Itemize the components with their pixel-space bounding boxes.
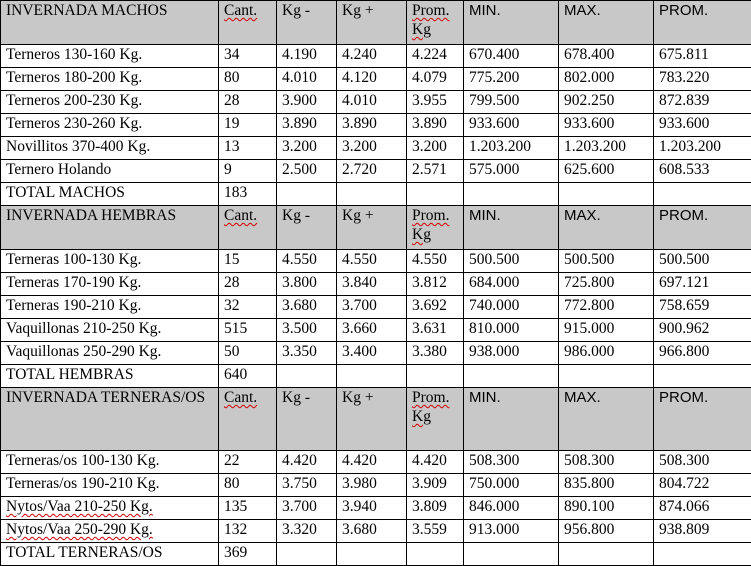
row-min: 799.500 bbox=[464, 91, 559, 114]
total-value: 369 bbox=[219, 543, 277, 566]
row-kg-min: 3.890 bbox=[277, 114, 337, 137]
row-category: Terneros 130-160 Kg. bbox=[1, 45, 219, 68]
row-max: 508.300 bbox=[559, 451, 654, 474]
row-max: 802.000 bbox=[559, 68, 654, 91]
row-kg-min: 3.500 bbox=[277, 319, 337, 342]
row-category: Vaquillonas 250-290 Kg. bbox=[1, 342, 219, 365]
row-category: Vaquillonas 210-250 Kg. bbox=[1, 319, 219, 342]
table-row bbox=[1, 160, 751, 183]
row-min: 670.400 bbox=[464, 45, 559, 68]
row-prom: 966.800 bbox=[654, 342, 751, 365]
row-kg-max: 3.940 bbox=[337, 497, 407, 520]
row-min: 508.300 bbox=[464, 451, 559, 474]
col-header-prom: PROM. bbox=[654, 206, 751, 250]
row-max: 915.000 bbox=[559, 319, 654, 342]
row-category: Nytos/Vaa 210-250 Kg. bbox=[6, 498, 153, 515]
section-title: INVERNADA TERNERAS/OS bbox=[1, 388, 219, 451]
row-kg-max: 3.840 bbox=[337, 273, 407, 296]
row-kg-min: 2.500 bbox=[277, 160, 337, 183]
row-max: 986.000 bbox=[559, 342, 654, 365]
row-prom: 758.659 bbox=[654, 296, 751, 319]
row-category: Ternero Holando bbox=[1, 160, 219, 183]
row-kg-max: 3.660 bbox=[337, 319, 407, 342]
row-prom-kg: 3.380 bbox=[407, 342, 464, 365]
section-title: INVERNADA MACHOS bbox=[1, 1, 219, 45]
table-row bbox=[1, 296, 751, 319]
col-header-max: MAX. bbox=[559, 1, 654, 45]
row-min: 775.200 bbox=[464, 68, 559, 91]
row-kg-min: 3.800 bbox=[277, 273, 337, 296]
table-row bbox=[1, 520, 751, 543]
row-cant: 80 bbox=[219, 474, 277, 497]
row-min: 740.000 bbox=[464, 296, 559, 319]
row-min: 933.600 bbox=[464, 114, 559, 137]
row-kg-max: 2.720 bbox=[337, 160, 407, 183]
col-header-cant: Cant. bbox=[224, 389, 257, 406]
row-kg-max: 3.980 bbox=[337, 474, 407, 497]
row-min: 846.000 bbox=[464, 497, 559, 520]
table-row bbox=[1, 342, 751, 365]
row-kg-max: 3.700 bbox=[337, 296, 407, 319]
row-category: Terneras 190-210 Kg. bbox=[1, 296, 219, 319]
row-prom: 1.203.200 bbox=[654, 137, 751, 160]
row-prom-kg: 4.079 bbox=[407, 68, 464, 91]
row-cant: 80 bbox=[219, 68, 277, 91]
section-header-hembras bbox=[1, 206, 751, 250]
row-max: 1.203.200 bbox=[559, 137, 654, 160]
col-header-kg-max: Kg + bbox=[337, 388, 407, 451]
row-kg-min: 3.900 bbox=[277, 91, 337, 114]
row-max: 890.100 bbox=[559, 497, 654, 520]
row-max: 772.800 bbox=[559, 296, 654, 319]
row-min: 913.000 bbox=[464, 520, 559, 543]
row-prom-kg: 3.559 bbox=[407, 520, 464, 543]
row-kg-max: 3.680 bbox=[337, 520, 407, 543]
total-label: TOTAL MACHOS bbox=[1, 183, 219, 206]
row-kg-max: 4.420 bbox=[337, 451, 407, 474]
row-prom: 804.722 bbox=[654, 474, 751, 497]
row-prom: 675.811 bbox=[654, 45, 751, 68]
row-kg-max: 4.010 bbox=[337, 91, 407, 114]
table-row bbox=[1, 273, 751, 296]
table-row bbox=[1, 114, 751, 137]
row-prom-kg: 4.420 bbox=[407, 451, 464, 474]
row-cant: 28 bbox=[219, 273, 277, 296]
col-header-prom-kg: Prom. Kg bbox=[412, 389, 449, 425]
col-header-min: MIN. bbox=[464, 388, 559, 451]
row-prom: 697.121 bbox=[654, 273, 751, 296]
col-header-kg-min: Kg - bbox=[277, 206, 337, 250]
col-header-kg-max: Kg + bbox=[337, 1, 407, 45]
row-prom-kg: 3.631 bbox=[407, 319, 464, 342]
row-kg-min: 4.420 bbox=[277, 451, 337, 474]
row-category: Novillitos 370-400 Kg. bbox=[1, 137, 219, 160]
row-kg-max: 4.240 bbox=[337, 45, 407, 68]
table-row bbox=[1, 451, 751, 474]
row-cant: 22 bbox=[219, 451, 277, 474]
row-cant: 19 bbox=[219, 114, 277, 137]
row-prom: 933.600 bbox=[654, 114, 751, 137]
section-header-terneras bbox=[1, 388, 751, 451]
total-label: TOTAL HEMBRAS bbox=[1, 365, 219, 388]
row-prom-kg: 3.909 bbox=[407, 474, 464, 497]
row-cant: 9 bbox=[219, 160, 277, 183]
col-header-kg-max: Kg + bbox=[337, 206, 407, 250]
row-max: 933.600 bbox=[559, 114, 654, 137]
total-label: TOTAL TERNERAS/OS bbox=[1, 543, 219, 566]
table-row bbox=[1, 250, 751, 273]
col-header-max: MAX. bbox=[559, 388, 654, 451]
row-prom-kg: 3.692 bbox=[407, 296, 464, 319]
total-row-hembras bbox=[1, 365, 751, 388]
total-value: 640 bbox=[219, 365, 277, 388]
row-prom-kg: 3.890 bbox=[407, 114, 464, 137]
table-row bbox=[1, 474, 751, 497]
row-category: Terneras 170-190 Kg. bbox=[1, 273, 219, 296]
row-max: 835.800 bbox=[559, 474, 654, 497]
row-min: 575.000 bbox=[464, 160, 559, 183]
row-prom-kg: 3.955 bbox=[407, 91, 464, 114]
row-kg-max: 3.400 bbox=[337, 342, 407, 365]
col-header-prom-kg: Prom. Kg bbox=[412, 207, 449, 243]
total-value: 183 bbox=[219, 183, 277, 206]
total-row-machos bbox=[1, 183, 751, 206]
row-cant: 135 bbox=[219, 497, 277, 520]
row-prom-kg: 3.812 bbox=[407, 273, 464, 296]
row-prom: 874.066 bbox=[654, 497, 751, 520]
table-row bbox=[1, 319, 751, 342]
col-header-kg-min: Kg - bbox=[277, 1, 337, 45]
section-header-machos bbox=[1, 1, 751, 45]
row-kg-min: 4.010 bbox=[277, 68, 337, 91]
row-prom: 900.962 bbox=[654, 319, 751, 342]
row-cant: 132 bbox=[219, 520, 277, 543]
row-cant: 34 bbox=[219, 45, 277, 68]
row-kg-min: 3.750 bbox=[277, 474, 337, 497]
row-cant: 15 bbox=[219, 250, 277, 273]
col-header-min: MIN. bbox=[464, 206, 559, 250]
row-min: 500.500 bbox=[464, 250, 559, 273]
row-prom: 508.300 bbox=[654, 451, 751, 474]
col-header-cant: Cant. bbox=[224, 2, 257, 19]
row-prom: 938.809 bbox=[654, 520, 751, 543]
col-header-prom: PROM. bbox=[654, 1, 751, 45]
row-cant: 50 bbox=[219, 342, 277, 365]
row-min: 750.000 bbox=[464, 474, 559, 497]
row-prom-kg: 3.809 bbox=[407, 497, 464, 520]
col-header-max: MAX. bbox=[559, 206, 654, 250]
row-max: 902.250 bbox=[559, 91, 654, 114]
row-kg-min: 3.200 bbox=[277, 137, 337, 160]
row-kg-max: 4.120 bbox=[337, 68, 407, 91]
row-min: 810.000 bbox=[464, 319, 559, 342]
row-kg-min: 4.550 bbox=[277, 250, 337, 273]
table-row bbox=[1, 68, 751, 91]
row-prom-kg: 4.224 bbox=[407, 45, 464, 68]
row-prom: 783.220 bbox=[654, 68, 751, 91]
total-row-terneras bbox=[1, 543, 751, 566]
row-min: 684.000 bbox=[464, 273, 559, 296]
row-min: 1.203.200 bbox=[464, 137, 559, 160]
row-kg-max: 3.890 bbox=[337, 114, 407, 137]
table-row bbox=[1, 497, 751, 520]
row-category: Terneros 200-230 Kg. bbox=[1, 91, 219, 114]
row-kg-min: 4.190 bbox=[277, 45, 337, 68]
row-cant: 32 bbox=[219, 296, 277, 319]
row-kg-min: 3.680 bbox=[277, 296, 337, 319]
col-header-prom-kg: Prom. Kg bbox=[412, 2, 449, 38]
row-cant: 28 bbox=[219, 91, 277, 114]
row-cant: 13 bbox=[219, 137, 277, 160]
row-prom-kg: 2.571 bbox=[407, 160, 464, 183]
row-prom: 872.839 bbox=[654, 91, 751, 114]
row-category: Terneras/os 190-210 Kg. bbox=[1, 474, 219, 497]
row-kg-min: 3.320 bbox=[277, 520, 337, 543]
row-prom-kg: 4.550 bbox=[407, 250, 464, 273]
row-kg-max: 3.200 bbox=[337, 137, 407, 160]
row-kg-max: 4.550 bbox=[337, 250, 407, 273]
table-row bbox=[1, 137, 751, 160]
col-header-cant: Cant. bbox=[224, 207, 257, 224]
row-prom-kg: 3.200 bbox=[407, 137, 464, 160]
table-row bbox=[1, 91, 751, 114]
row-max: 956.800 bbox=[559, 520, 654, 543]
section-title: INVERNADA HEMBRAS bbox=[1, 206, 219, 250]
row-max: 725.800 bbox=[559, 273, 654, 296]
row-max: 625.600 bbox=[559, 160, 654, 183]
row-category: Terneras 100-130 Kg. bbox=[1, 250, 219, 273]
row-min: 938.000 bbox=[464, 342, 559, 365]
row-category: Nytos/Vaa 250-290 Kg. bbox=[6, 521, 153, 538]
row-prom: 608.533 bbox=[654, 160, 751, 183]
row-prom: 500.500 bbox=[654, 250, 751, 273]
col-header-min: MIN. bbox=[464, 1, 559, 45]
row-max: 500.500 bbox=[559, 250, 654, 273]
row-category: Terneros 180-200 Kg. bbox=[1, 68, 219, 91]
col-header-prom: PROM. bbox=[654, 388, 751, 451]
row-kg-min: 3.350 bbox=[277, 342, 337, 365]
table-row bbox=[1, 45, 751, 68]
row-max: 678.400 bbox=[559, 45, 654, 68]
col-header-kg-min: Kg - bbox=[277, 388, 337, 451]
row-category: Terneros 230-260 Kg. bbox=[1, 114, 219, 137]
row-category: Terneras/os 100-130 Kg. bbox=[1, 451, 219, 474]
row-kg-min: 3.700 bbox=[277, 497, 337, 520]
row-cant: 515 bbox=[219, 319, 277, 342]
